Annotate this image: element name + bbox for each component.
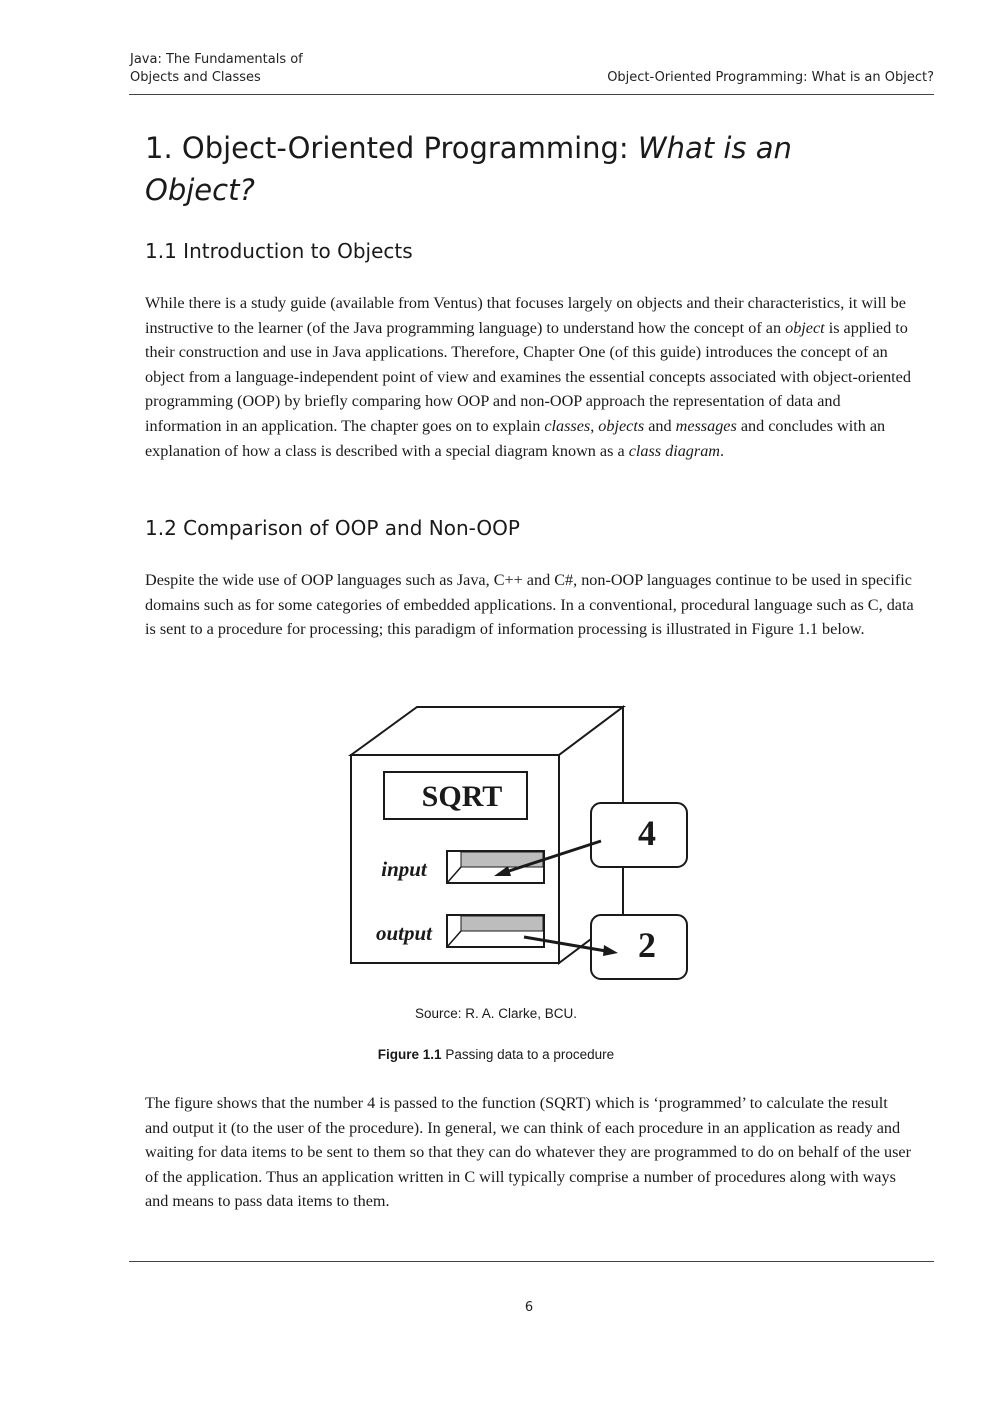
header-book-title-line1: Java: The Fundamentals of <box>130 52 303 67</box>
paragraph-text: is applied to their construction and use in Java applications. Therefore, Chapter One (of this guide) introduces the concept of an object from a language-independent point of view and examines the essential concepts associated with object-oriented programming (OOP) by briefly comparing how OOP and non-OOP approach the representation of data and information in an application. The chapter goes on to explain <box>145 318 911 435</box>
closing-paragraph: The figure shows that the number 4 is passed to the function (SQRT) which is ‘programmed’ to calculate the result and output it (to the user of the procedure). In general, we can think of each procedure in an application as ready and waiting for data items to be sent to them so that they can do whatever they are programmed to do on behalf of the user of the application. Thus an application written in C will typically comprise a number of procedures along with ways and means to pass data items to them. <box>145 1094 911 1211</box>
header-book-title-line2: Objects and Classes <box>130 70 261 85</box>
section-heading-1-1: 1.1 Introduction to Objects <box>145 239 413 263</box>
paragraph-text: . <box>719 441 725 460</box>
chapter-title-emphasis: What is an Object? <box>145 131 792 207</box>
emphasis-object: object <box>785 318 825 337</box>
running-header-right: Object-Oriented Programming: What is an Object? <box>607 70 934 85</box>
header-divider <box>129 94 934 95</box>
section-1-1-paragraph <box>145 291 915 463</box>
emphasis-classes: classes <box>544 416 591 435</box>
output-label: output <box>375 921 433 945</box>
sqrt-label: SQRT <box>421 780 503 813</box>
figure-source: Source: R. A. Clarke, BCU. <box>414 1006 578 1021</box>
chapter-title-prefix: 1. Object-Oriented Programming: <box>145 131 638 165</box>
emphasis-class-diagram: class diagram <box>628 441 720 460</box>
output-value: 2 <box>638 925 656 965</box>
figure-caption-text: Passing data to a procedure <box>441 1047 615 1062</box>
paragraph-text: and concludes with an explanation of how a class is described with a special diagram known as a <box>145 416 886 460</box>
section-1-2-paragraph: Despite the wide use of OOP languages such as Java, C++ and C#, non-OOP languages continue to be used in specific domains such as for some categories of embedded applications. In a conventional, procedural language such as C, data is sent to a procedure for processing; this paradigm of information processing is illustrated in Figure 1.1 below. <box>145 571 914 639</box>
input-label: input <box>381 857 427 881</box>
section-heading-1-2: 1.2 Comparison of OOP and Non-OOP <box>145 516 520 540</box>
output-slot-fill <box>461 916 543 931</box>
figure-1-1-diagram <box>340 700 700 990</box>
footer-divider <box>129 1261 934 1262</box>
figure-caption-number: Figure 1.1 <box>377 1047 442 1062</box>
running-header-left <box>130 51 303 87</box>
emphasis-objects: objects <box>598 416 645 435</box>
figure-caption <box>0 1047 992 1062</box>
input-value: 4 <box>638 813 656 853</box>
paragraph-text: , <box>590 416 599 435</box>
paragraph-text: While there is a study guide (available from Ventus) that focuses largely on objects and their characteristics, it will be instructive to the learner (of the Java programming language) to understand how the concept of an <box>145 294 906 337</box>
chapter-title <box>145 127 905 211</box>
emphasis-messages: messages <box>675 416 737 435</box>
page-number: 6 <box>524 1300 534 1315</box>
paragraph-text: and <box>644 416 676 435</box>
